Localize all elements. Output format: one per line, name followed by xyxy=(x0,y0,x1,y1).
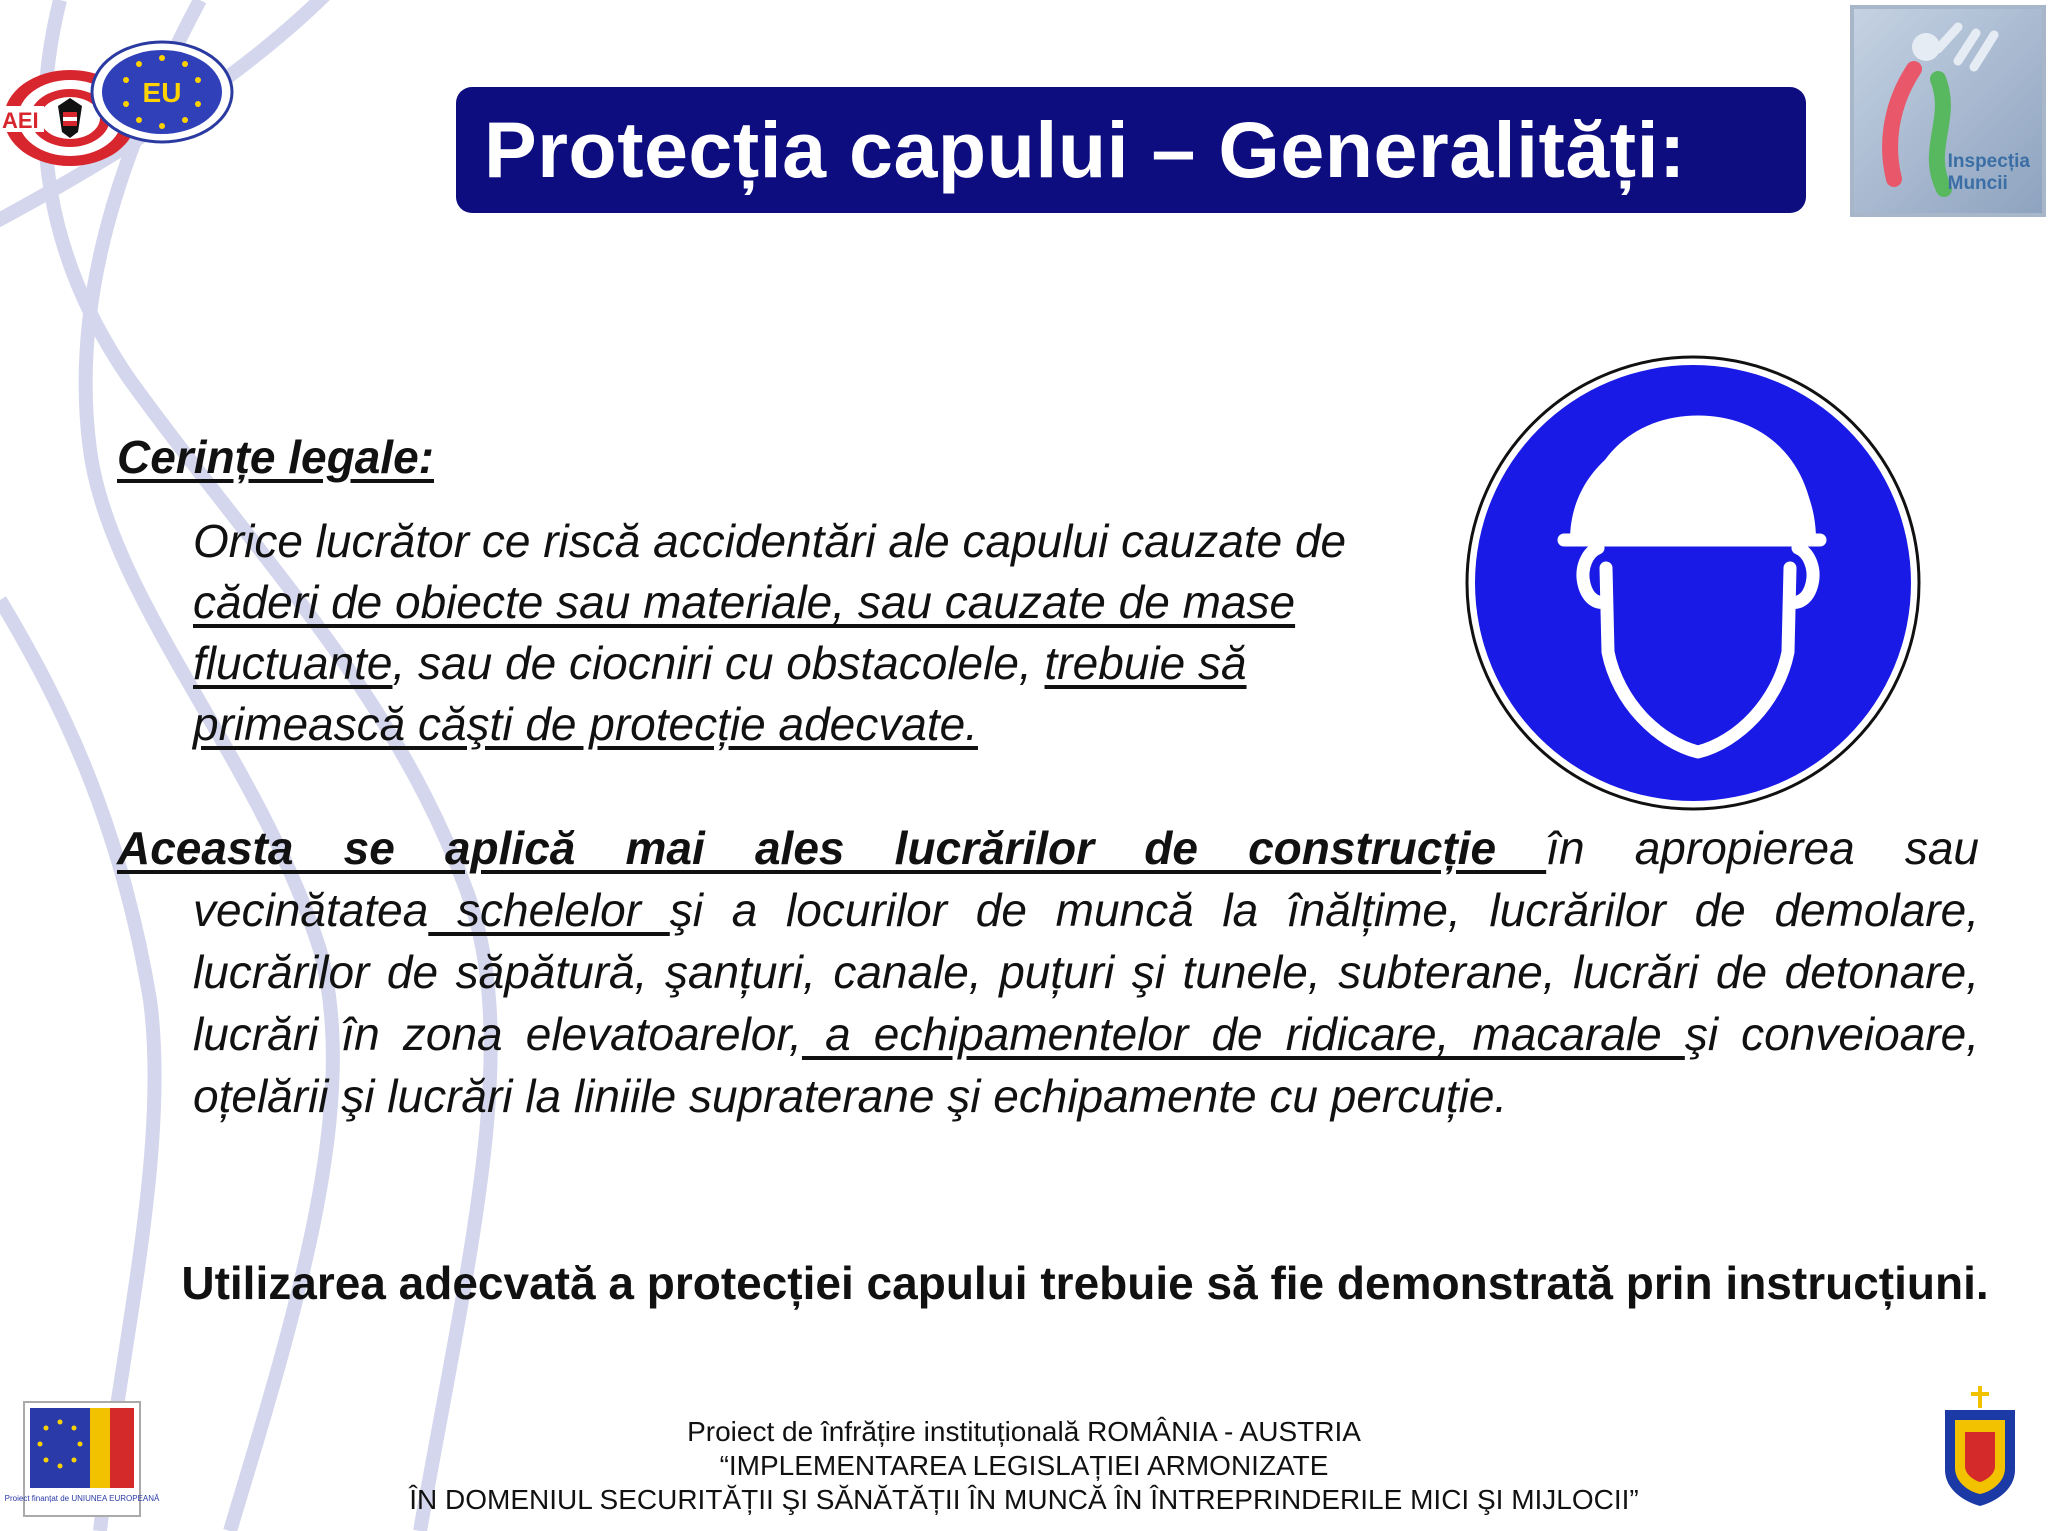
section-heading: Cerințe legale: xyxy=(117,431,434,483)
para2-continuation xyxy=(117,879,1979,1127)
page-title: Protecția capului – Generalități: xyxy=(484,105,1686,194)
legal-requirements-paragraph xyxy=(193,511,1433,755)
para2-text-1: în apropierea sau xyxy=(1546,822,1979,874)
para1-underlined-2: trebuie să primească căşti de protecție adecvate. xyxy=(193,637,1247,750)
para1-text-1: Orice lucrător ce riscă accidentări ale capului cauzate de xyxy=(193,515,1347,567)
para1-text-2: , sau de ciocniri cu obstacolele, xyxy=(392,637,1045,689)
aei-logo-text: AEI xyxy=(2,108,39,133)
footer xyxy=(0,1415,2048,1517)
para2-lead: Aceasta se aplică mai ales lucrărilor de construcție xyxy=(117,822,1547,874)
muncii-label: Muncii xyxy=(1947,173,2008,194)
title-banner xyxy=(456,87,1806,213)
aei-eu-logo xyxy=(0,36,240,176)
conclusion-text: Utilizarea adecvată a protecției capului trebuie să fie demonstrată prin instrucțiuni. xyxy=(181,1257,1989,1309)
footer-line-2: “IMPLEMENTAREA LEGISLAȚIEI ARMONIZATE xyxy=(719,1450,1329,1481)
hard-hat-mandatory-sign-icon xyxy=(1458,352,1928,814)
para2-underlined-2: a echipamentelor de ridicare, macarale xyxy=(801,1008,1685,1060)
para2-text-2: vecinătatea xyxy=(193,884,429,936)
para2-underlined-1: schelelor xyxy=(428,884,670,936)
inspectia-muncii-logo xyxy=(1850,5,2046,217)
para2-text-4: şi conveioare, oțelării şi lucrări la liniile supraterane şi echipamente cu percuție. xyxy=(193,1008,1979,1122)
construction-paragraph xyxy=(117,817,1979,1127)
para2-first-line xyxy=(117,817,1979,879)
footer-line-1: Proiect de înfrățire instituțională ROMÂNIA - AUSTRIA xyxy=(687,1416,1361,1447)
eu-funding-text: Proiect finanțat de UNIUNEA EUROPEANĂ xyxy=(4,1494,160,1503)
para1-underlined-1: căderi de obiecte sau materiale, sau cauzate de mase fluctuante xyxy=(193,576,1296,689)
para2-text-3: şi a locurilor de muncă la înălțime, lucrărilor de demolare, lucrărilor de săpătură, şanțuri, canale, puțuri şi tunele, subterane, lucrări de detonare, lucrări în zona elevatoarelor, xyxy=(193,884,1979,1060)
eu-logo-text: EU xyxy=(142,77,182,108)
inspectia-label: Inspecția xyxy=(1947,151,2030,172)
footer-line-3: ÎN DOMENIUL SECURITĂȚII ŞI SĂNĂTĂȚII ÎN MUNCĂ ÎN ÎNTREPRINDERILE MICI ŞI MIJLOCII” xyxy=(409,1484,1639,1515)
